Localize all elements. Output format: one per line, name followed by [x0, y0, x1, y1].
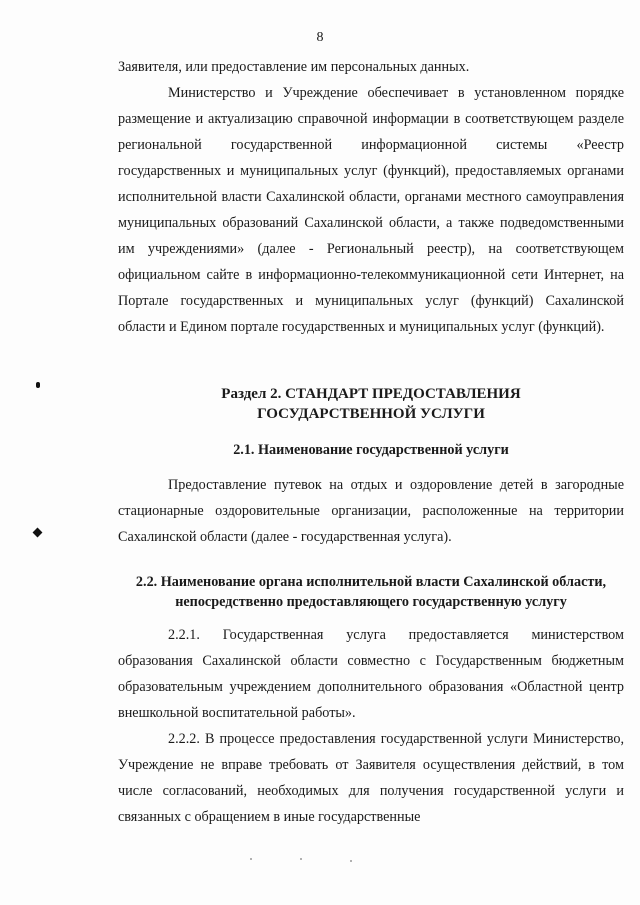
paragraph-personal-data-end: Заявителя, или предоставление им персональных данных.: [118, 59, 470, 75]
paragraph-registry-info: Министерство и Учреждение обеспечивает в установленном порядке размещение и актуализацию справочной информации в соответствующем разделе региональной государственной информационной системы «Реестр государственных и муниципальных услуг (функций), предоставляемых органами исполнительной власти Сахалинской области, органами местного самоуправления муниципальных образований Сахалинской области, а также подведомственными им учреждениями» (далее - Региональный реестр), на соответствующем официальном сайте в информационно-телекоммуникационной сети Интернет, на Портале государственных и муниципальных услуг (функций) Сахалинской области и Едином портале государственных и муниципальных услуг (функций).: [118, 85, 624, 335]
subsection-2-2-title-line1: 2.2. Наименование органа исполнительной власти Сахалинской области,: [135, 574, 607, 590]
paragraph-2-2-1: 2.2.1. Государственная услуга предоставляется министерством образования Сахалинской области совместно с Государственным бюджетным образовательным учреждением дополнительного образования «Областной центр внешкольной воспитательной работы».: [118, 627, 624, 721]
paragraph-service-name: Предоставление путевок на отдых и оздоровление детей в загородные стационарные оздоровительные организации, расположенные на территории Сахалинской области (далее - государственная услуга).: [118, 477, 624, 545]
scan-mark: [33, 528, 43, 538]
scan-mark: [36, 382, 40, 388]
page-number: 8: [316, 30, 324, 45]
section-2-title-line2: ГОСУДАРСТВЕННОЙ УСЛУГИ: [257, 406, 485, 422]
section-2-title-line1: Раздел 2. СТАНДАРТ ПРЕДОСТАВЛЕНИЯ: [221, 386, 521, 402]
paragraph-2-2-2: 2.2.2. В процессе предоставления государственной услуги Министерство, Учреждение не вправе требовать от Заявителя осуществления действий, в том числе согласований, необходимых для получения государственной услуги и связанных с обращением в иные государственные: [118, 731, 624, 825]
subsection-2-2-title-line2: непосредственно предоставляющего государственную услугу: [175, 594, 567, 610]
scan-dot: [250, 858, 252, 860]
subsection-2-1-title: 2.1. Наименование государственной услуги: [233, 442, 509, 458]
scan-dot: [350, 860, 352, 862]
scan-dot: [300, 858, 302, 860]
